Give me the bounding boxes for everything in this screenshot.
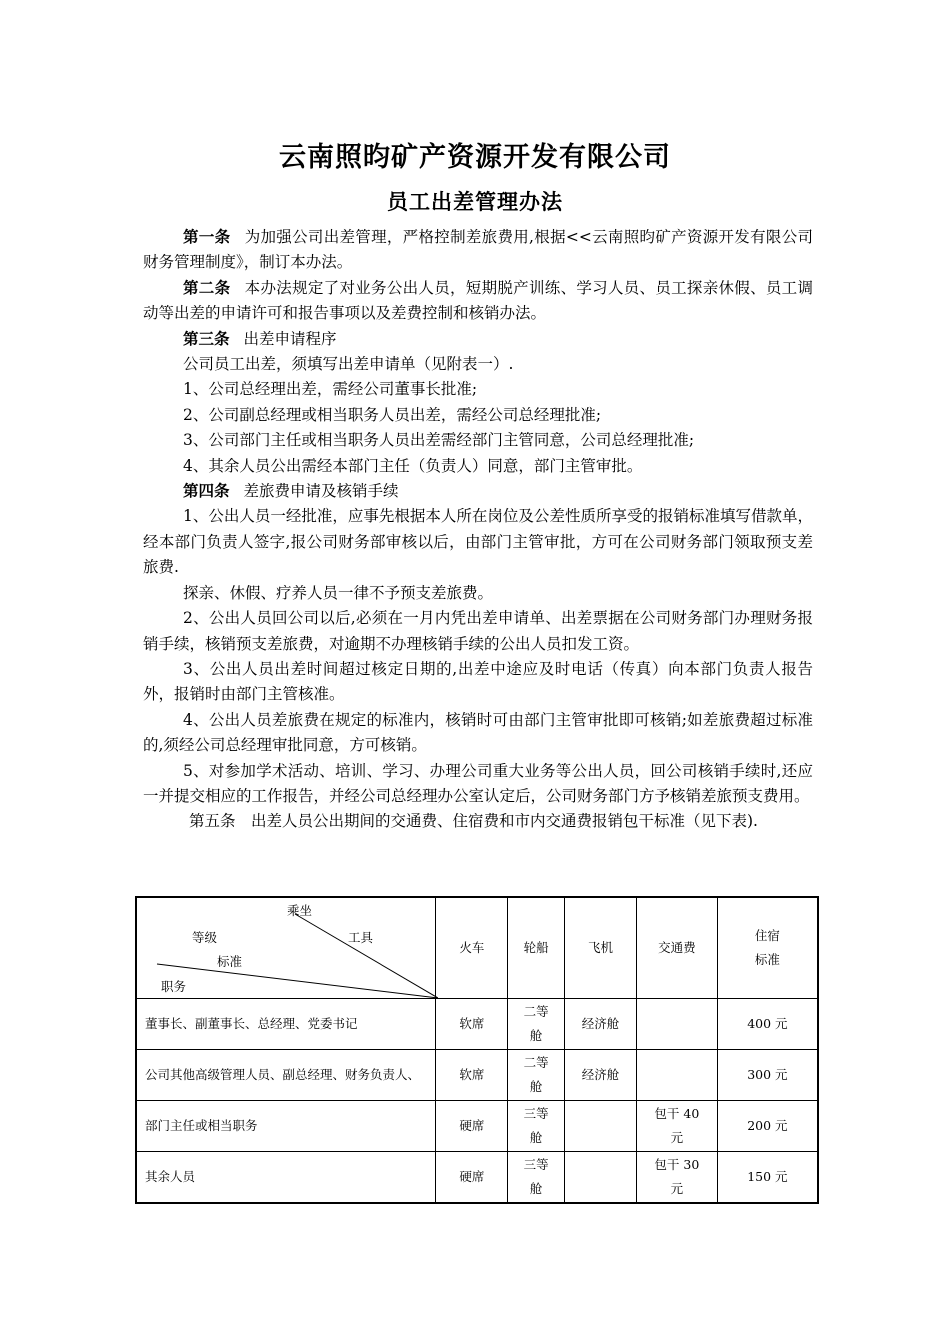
row-position: 部门主任或相当职务 (136, 1101, 436, 1152)
article-2 (143, 276, 813, 327)
travel-standard-table (135, 896, 819, 1204)
row-position: 其余人员 (136, 1152, 436, 1203)
header-plane: 飞机 (565, 897, 637, 999)
article-5: 第五条 出差人员公出期间的交通费、住宿费和市内交通费报销包干标准（见下表). (189, 812, 758, 831)
header-chengzuo: 乘坐 (287, 903, 313, 918)
header-ship: 轮船 (508, 897, 565, 999)
article-3-text: 出差申请程序 (243, 329, 337, 348)
article-4-note: 探亲、休假、疗养人员一律不予预支差旅费。 (183, 583, 494, 602)
header-train: 火车 (436, 897, 508, 999)
row-train: 软席 (436, 1050, 508, 1101)
row-lodging: 150 元 (717, 1152, 818, 1203)
table-row (136, 1152, 818, 1203)
row-lodging: 400 元 (717, 999, 818, 1050)
article-2-text: 本办法规定了对业务公出人员，短期脱产训练、学习人员、员工探亲休假、员工调动等出差的申请许可和报告事项以及差费控制和核销办法。 (143, 278, 813, 323)
diagonal-header-cell (136, 897, 436, 999)
article-1 (143, 225, 813, 276)
article-4-text: 差旅费申请及核销手续 (243, 482, 399, 501)
company-title: 云南照昀矿产资源开发有限公司 (279, 142, 671, 173)
document-title: 员工出差管理办法 (387, 190, 563, 214)
row-transport: 包干 30 元 (636, 1152, 717, 1203)
row-ship: 三等舱 (508, 1101, 565, 1152)
article-4-label: 第四条 (183, 482, 230, 501)
article-4 (143, 479, 813, 504)
row-plane: 经济舱 (565, 999, 637, 1050)
article-4-item-2: 2、公出人员回公司以后,必须在一月内凭出差申请单、出差票据在公司财务部门办理财务报销手续，核销预支差旅费，对逾期不办理核销手续的公出人员扣发工资。 (143, 609, 813, 653)
article-3-item-4: 4、其余人员公出需经本部门主任（负责人）同意，部门主管审批。 (183, 456, 643, 475)
row-plane: 经济舱 (565, 1050, 637, 1101)
row-transport (636, 999, 717, 1050)
header-gongju: 工具 (348, 930, 374, 945)
row-ship: 二等舱 (508, 1050, 565, 1101)
table-header-row (136, 897, 818, 999)
row-plane (565, 1101, 637, 1152)
row-transport: 包干 40 元 (636, 1101, 717, 1152)
article-3-item-3: 3、公司部门主任或相当职务人员出差需经部门主管同意，公司总经理批准; (183, 431, 695, 450)
article-3-label: 第三条 (183, 329, 230, 348)
header-biaozhun: 标准 (217, 954, 243, 969)
header-transport: 交通费 (636, 897, 717, 999)
article-4-item-3: 3、公出人员出差时间超过核定日期的,出差中途应及时电话（传真）向本部门负责人报告外，报销时由部门主管核准。 (143, 659, 813, 704)
row-train: 硬席 (436, 1101, 508, 1152)
article-4-item-1: 1、公出人员一经批准，应事先根据本人所在岗位及公差性质所享受的报销标准填写借款单，经本部门负责人签字,报公司财务部审核以后，由部门主管审批，方可在公司财务部门领取预支差旅费. (143, 507, 813, 577)
header-zhiwu: 职务 (161, 979, 187, 994)
row-transport (636, 1050, 717, 1101)
article-4-item-4: 4、公出人员差旅费在规定的标准内，核销时可由部门主管审批即可核销;如差旅费超过标准的,须经公司总经理审批同意，方可核销。 (143, 710, 813, 755)
article-3-item-1: 1、公司总经理出差，需经公司董事长批准; (183, 380, 478, 399)
row-train: 软席 (436, 999, 508, 1050)
row-position: 董事长、副董事长、总经理、党委书记 (136, 999, 436, 1050)
table-row (136, 1101, 818, 1152)
article-1-text: 为加强公司出差管理，严格控制差旅费用,根据<<云南照昀矿产资源开发有限公司财务管理制度》，制订本办法。 (143, 228, 813, 272)
article-2-label: 第二条 (183, 278, 231, 297)
article-3-item-2: 2、公司副总经理或相当职务人员出差，需经公司总经理批准; (183, 405, 602, 424)
document-body (143, 225, 813, 835)
article-1-label: 第一条 (183, 228, 231, 246)
article-3 (143, 327, 813, 352)
header-lodging: 住宿 标准 (717, 897, 818, 999)
row-plane (565, 1152, 637, 1203)
article-3-paragraph: 公司员工出差，须填写出差申请单（见附表一）. (183, 355, 514, 374)
table-row (136, 999, 818, 1050)
row-lodging: 300 元 (717, 1050, 818, 1101)
row-lodging: 200 元 (717, 1101, 818, 1152)
table-row (136, 1050, 818, 1101)
row-position: 公司其他高级管理人员、副总经理、财务负责人、 (136, 1050, 436, 1101)
row-train: 硬席 (436, 1152, 508, 1203)
row-ship: 三等舱 (508, 1152, 565, 1203)
article-4-item-5: 5、对参加学术活动、培训、学习、办理公司重大业务等公出人员，回公司核销手续时,还应一并提交相应的工作报告，并经公司总经理办公室认定后，公司财务部门方予核销差旅预支费用。 (143, 761, 813, 805)
row-ship: 二等舱 (508, 999, 565, 1050)
header-dengji: 等级 (192, 930, 218, 945)
